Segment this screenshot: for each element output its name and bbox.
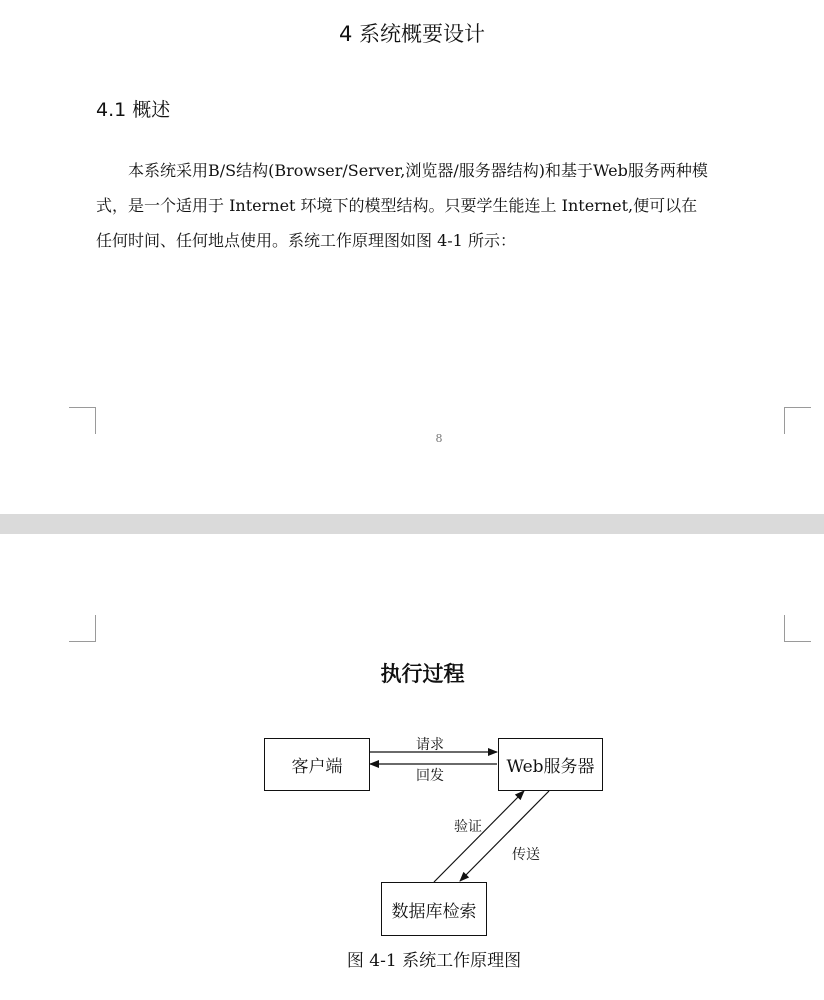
section-title: 4.1 概述 — [96, 99, 171, 121]
diagram-title: 执行过程 — [380, 662, 465, 686]
client-node — [264, 738, 370, 791]
paragraph-line-3: 任何时间、任何地点使用。系统工作原理图如图 4-1 所示： — [96, 231, 516, 250]
figure-caption: 图 4-1 系统工作原理图 — [346, 951, 522, 971]
database-node-label: 数据库检索 — [391, 901, 477, 922]
request-label: 请求 — [416, 737, 444, 753]
transfer-label: 传送 — [512, 847, 540, 863]
verify-arrow — [434, 791, 524, 882]
transfer-arrow — [460, 791, 549, 881]
paragraph-line-1: 本系统采用B/S结构(Browser/Server,浏览器/服务器结构)和基于Web服务两种模 — [128, 161, 708, 180]
paragraph-line-2: 式，是一个适用于 Internet 环境下的模型结构。只要学生能连上 Internet,便可以在 — [96, 196, 698, 215]
web-server-node — [498, 738, 603, 791]
database-node — [381, 882, 487, 936]
chapter-title: 4 系统概要设计 — [338, 22, 486, 46]
verify-label: 验证 — [454, 819, 482, 835]
web-server-node-label: Web服务器 — [506, 757, 595, 777]
reply-label: 回发 — [416, 768, 444, 784]
page-number: 8 — [435, 432, 443, 445]
client-node-label: 客户端 — [291, 757, 343, 777]
